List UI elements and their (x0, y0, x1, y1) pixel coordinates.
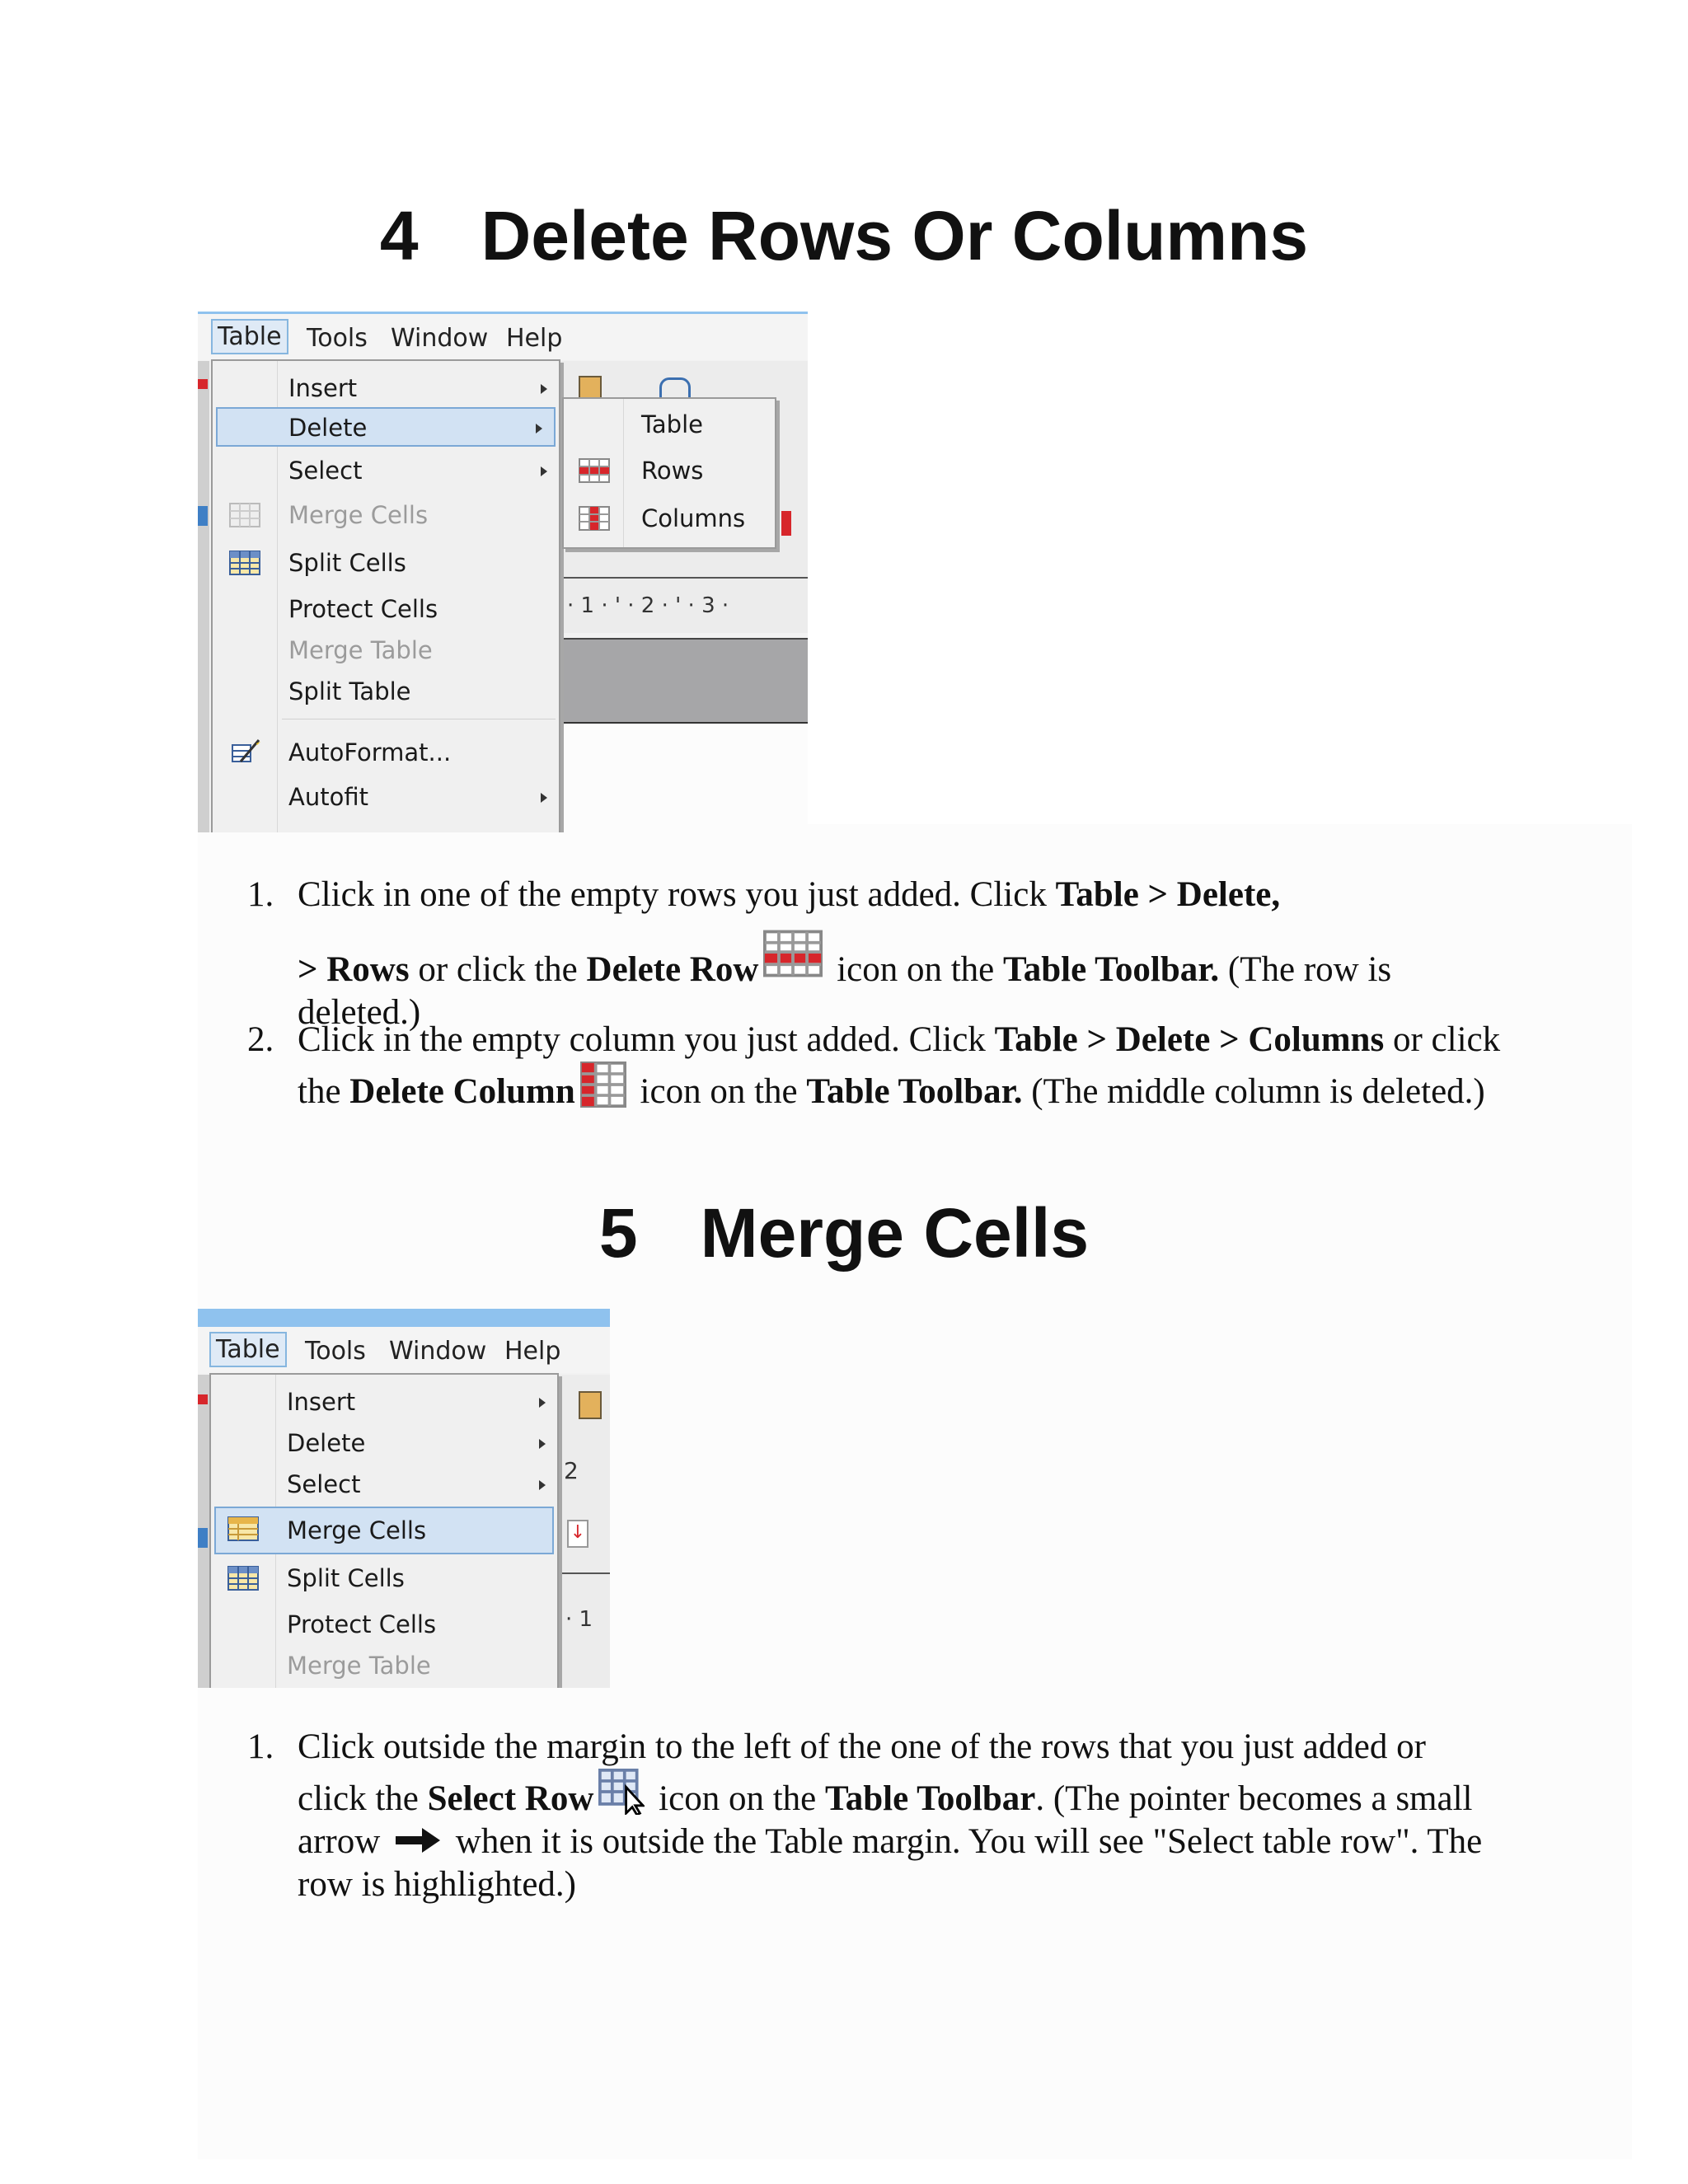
submenu-item-table[interactable] (564, 404, 775, 443)
step-text: Click outside the margin to the left of the one of the rows that you just added or click the (298, 1727, 1426, 1818)
document-canvas (560, 638, 808, 724)
menu-item-select[interactable] (211, 1464, 557, 1503)
menu-item-label: Delete (287, 1429, 366, 1457)
section-5-heading (0, 1193, 1688, 1273)
step-button-name: Select Row (427, 1779, 594, 1818)
delete-rows-icon (579, 458, 610, 483)
menu-tools[interactable]: Tools (305, 1337, 366, 1366)
menu-item-label: Select (287, 1470, 361, 1498)
step-text: Click in one of the empty rows you just added. Click (298, 875, 1056, 914)
submenu-arrow-icon (541, 384, 547, 394)
delete-columns-icon (579, 506, 610, 531)
submenu-arrow-icon (541, 466, 547, 476)
step-text: or click the (298, 1020, 1501, 1111)
section-4-heading (0, 196, 1688, 276)
submenu-arrow-icon (539, 1439, 546, 1449)
menu-item-label: Insert (287, 1388, 356, 1416)
step-menu-path: Table > Delete, (1055, 875, 1281, 914)
submenu-arrow-icon (539, 1398, 546, 1408)
menu-item-label: Merge Table (288, 636, 433, 664)
menu-item-delete[interactable] (216, 407, 556, 447)
menu-item-autofit[interactable] (213, 776, 559, 816)
ruler-border (560, 577, 808, 579)
menu-item-label: Autofit (288, 783, 368, 811)
paste-icon (579, 1391, 602, 1419)
red-arrow-icon: ↓ (567, 1520, 588, 1548)
step-toolbar-name: Table Toolbar. (806, 1072, 1023, 1111)
menu-item-label: Table (641, 410, 703, 438)
step-button-name: Delete Row (586, 950, 759, 989)
menu-item-label: Merge Table (287, 1652, 431, 1680)
menu-help[interactable]: Help (506, 324, 563, 353)
step-text: icon on the (649, 1779, 825, 1818)
list-number: 2. (247, 1020, 274, 1059)
table-menu (209, 1373, 559, 1688)
edge-red-icon (198, 379, 208, 389)
menu-item-merge-cells[interactable] (213, 494, 559, 534)
step-text: icon on the (631, 1072, 807, 1111)
menu-table[interactable]: Table (209, 1332, 287, 1367)
step-toolbar-name: Table Toolbar (824, 1779, 1036, 1818)
menu-item-label: AutoFormat... (288, 738, 452, 766)
red-toolbar-icon (781, 511, 791, 536)
step-menu-path: > Rows (298, 950, 410, 989)
menu-item-label: Protect Cells (288, 595, 438, 623)
submenu-item-rows[interactable] (564, 450, 775, 490)
left-edge (198, 361, 209, 832)
menu-table[interactable]: Table (211, 319, 288, 354)
submenu-arrow-icon (539, 1480, 546, 1490)
menu-item-label: Insert (288, 374, 358, 402)
edge-blue-icon (198, 1528, 208, 1548)
merge-cells-icon (227, 1516, 259, 1541)
menu-item-label: Merge Cells (287, 1516, 427, 1544)
side-digit: 2 (564, 1457, 579, 1484)
list-item (247, 874, 1500, 1032)
menu-item-label: Rows (641, 457, 704, 485)
step-text: icon on the (828, 950, 1004, 989)
step-text: (The row is deleted.) (298, 950, 1392, 1032)
step-text: (The middle column is deleted.) (1022, 1072, 1485, 1111)
screenshot-delete-menu (198, 312, 808, 832)
step-text: when it is outside the Table margin. You will see "Select table row". The row is highlighted.) (298, 1822, 1483, 1904)
ruler: · 1 (565, 1607, 593, 1632)
submenu-arrow-icon (541, 793, 547, 803)
list-text (298, 1726, 1501, 1906)
section-title: Delete Rows Or Columns (481, 197, 1309, 274)
ruler: · 1 · ' · 2 · ' · 3 · (567, 593, 729, 618)
list-number: 1. (247, 1727, 274, 1766)
menu-item-label: Split Table (288, 677, 411, 705)
select-row-icon (598, 1769, 645, 1815)
menu-item-label: Select (288, 457, 363, 485)
delete-column-icon (580, 1062, 626, 1108)
menu-item-label: Split Cells (287, 1564, 405, 1592)
menubar (198, 314, 808, 360)
step-menu-path: Table > Delete > Columns (994, 1020, 1385, 1059)
menu-item-select[interactable] (213, 450, 559, 490)
menu-help[interactable]: Help (504, 1337, 561, 1366)
submenu-item-columns[interactable] (564, 498, 775, 537)
menu-item-label: Protect Cells (287, 1610, 437, 1638)
split-cells-icon (227, 1566, 259, 1591)
menu-item-merge-table[interactable] (211, 1645, 557, 1685)
list-text (298, 874, 1501, 1034)
menu-item-split-cells[interactable] (213, 542, 559, 582)
menu-item-protect-cells[interactable] (213, 588, 559, 628)
menu-tools[interactable]: Tools (307, 324, 368, 353)
edge-red-icon (198, 1394, 208, 1404)
menu-item-merge-cells[interactable] (214, 1507, 554, 1554)
menu-item-insert[interactable] (211, 1381, 557, 1421)
menu-item-split-cells[interactable] (211, 1558, 557, 1597)
table-menu (211, 359, 560, 832)
delete-submenu (562, 397, 776, 549)
titlebar-edge (198, 1309, 610, 1327)
autoformat-wand-icon (229, 737, 260, 765)
menu-window[interactable]: Window (389, 1337, 487, 1366)
outside-area (560, 724, 808, 832)
menu-item-label: Columns (641, 504, 746, 532)
step-button-name: Delete Column (349, 1072, 575, 1111)
step-toolbar-name: Table Toolbar. (1003, 950, 1220, 989)
menubar (198, 1327, 610, 1373)
screenshot-merge-menu (198, 1309, 610, 1688)
split-cells-icon (229, 551, 260, 575)
menu-item-label: Delete (288, 414, 368, 442)
list-text (298, 1019, 1501, 1113)
step-text: or click the (409, 950, 587, 989)
menu-window[interactable]: Window (391, 324, 489, 353)
step-text: Click in the empty column you just added. Click (298, 1020, 995, 1059)
list-number: 1. (247, 875, 274, 914)
section-4-steps (247, 874, 1501, 1111)
menu-item-delete[interactable] (211, 1422, 557, 1462)
small-arrow-icon (394, 1826, 442, 1854)
delete-row-icon (763, 928, 823, 979)
section-number: 5 (598, 1194, 638, 1272)
menu-item-label: Split Cells (288, 549, 406, 577)
step-text: . (The pointer becomes a small arrow (298, 1779, 1473, 1861)
menu-item-autoformat[interactable] (213, 732, 559, 771)
merge-cells-icon (229, 503, 260, 527)
menu-item-insert[interactable] (213, 368, 559, 407)
menu-item-merge-table[interactable] (213, 630, 559, 669)
ruler-border (559, 1572, 610, 1574)
edge-blue-icon (198, 506, 208, 526)
menu-item-split-table[interactable] (213, 671, 559, 710)
menu-item-label: Merge Cells (288, 501, 429, 529)
menu-item-protect-cells[interactable] (211, 1604, 557, 1643)
section-number: 4 (379, 197, 419, 274)
section-title: Merge Cells (700, 1194, 1090, 1272)
submenu-arrow-icon (536, 424, 542, 434)
